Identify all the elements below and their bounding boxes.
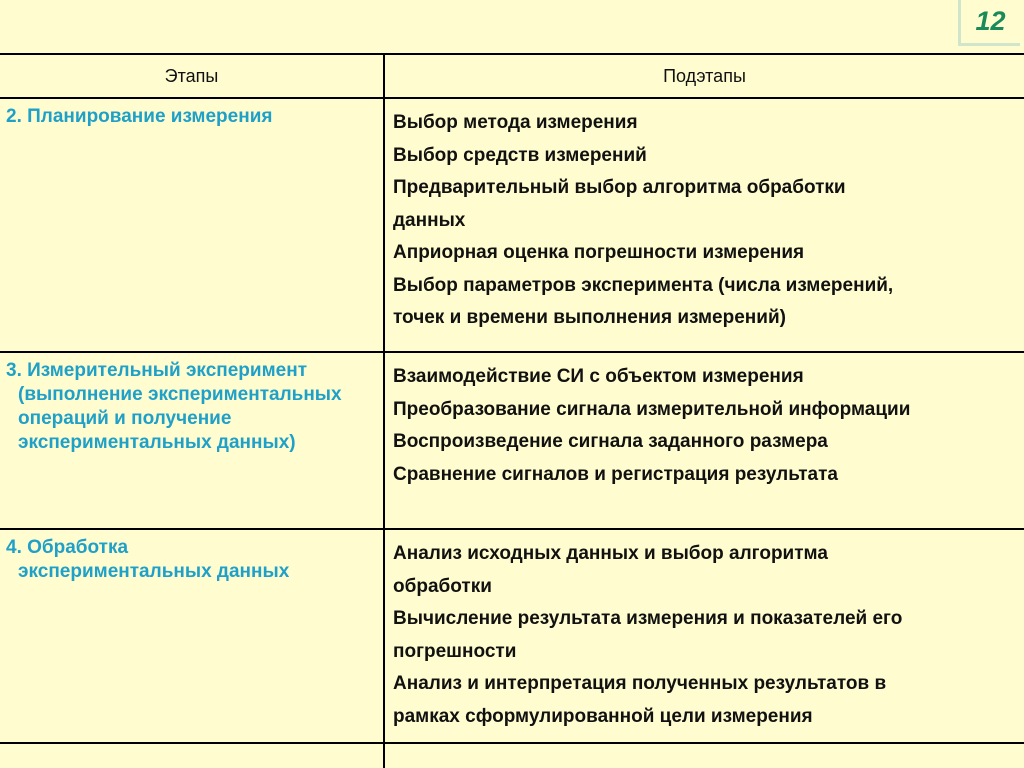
- substage-item: точек и времени выполнения измерений): [393, 307, 786, 328]
- substage-item: погрешности: [393, 640, 517, 662]
- header-substages: Подэтапы: [384, 54, 1024, 98]
- substage-item: Предварительный выбор алгоритма обработки: [393, 177, 846, 198]
- table-row: [0, 352, 1024, 529]
- table-footer-row: [0, 743, 1024, 768]
- stage-cell: [0, 352, 384, 529]
- stage-title-first: 3. Измерительный эксперимент: [6, 360, 307, 381]
- substage-item: Вычисление результата измерения и показателей его: [393, 608, 903, 629]
- substage-item: Воспроизведение сигнала заданного размера: [393, 431, 828, 452]
- stage-title-rest: (выполнение экспериментальных операций и получение экспериментальных данных): [18, 384, 342, 453]
- substage-item: Выбор средств измерений: [393, 144, 647, 166]
- substage-item: Анализ исходных данных и выбор алгоритма: [393, 543, 828, 564]
- stages-table: [0, 53, 1024, 768]
- substage-list: [385, 530, 1024, 733]
- substage-list: [385, 99, 1024, 335]
- empty-cell: [384, 743, 1024, 768]
- stage-title-first: 2. Планирование измерения: [6, 106, 273, 127]
- empty-cell: [0, 743, 384, 768]
- stage-title: [0, 353, 383, 455]
- substage-item: Выбор параметров эксперимента (числа измерений,: [393, 274, 894, 296]
- stage-cell: [0, 98, 384, 352]
- substage-item: Взаимодействие СИ с объектом измерения: [393, 366, 804, 387]
- stage-title-first: 4. Обработка: [6, 537, 129, 558]
- substage-item: обработки: [393, 575, 492, 597]
- table-row: [0, 98, 1024, 352]
- slide-number: 12: [958, 0, 1020, 46]
- substage-item: Анализ и интерпретация полученных результатов в: [393, 673, 887, 694]
- substages-cell: [384, 352, 1024, 529]
- substage-item: Преобразование сигнала измерительной информации: [393, 398, 911, 420]
- stage-title-rest: экспериментальных данных: [18, 561, 290, 582]
- table-header-row: [0, 54, 1024, 98]
- stage-title: [0, 530, 383, 584]
- stage-cell: [0, 529, 384, 743]
- substage-item: Априорная оценка погрешности измерения: [393, 242, 805, 263]
- substage-list: [385, 353, 1024, 491]
- substage-item: Выбор метода измерения: [393, 112, 638, 133]
- substages-cell: [384, 529, 1024, 743]
- stage-title: [0, 99, 383, 129]
- substages-cell: [384, 98, 1024, 352]
- table-row: [0, 529, 1024, 743]
- substage-item: Сравнение сигналов и регистрация результата: [393, 463, 838, 485]
- substage-item: рамках сформулированной цели измерения: [393, 705, 813, 727]
- substage-item: данных: [393, 209, 466, 231]
- header-stages: Этапы: [0, 54, 384, 98]
